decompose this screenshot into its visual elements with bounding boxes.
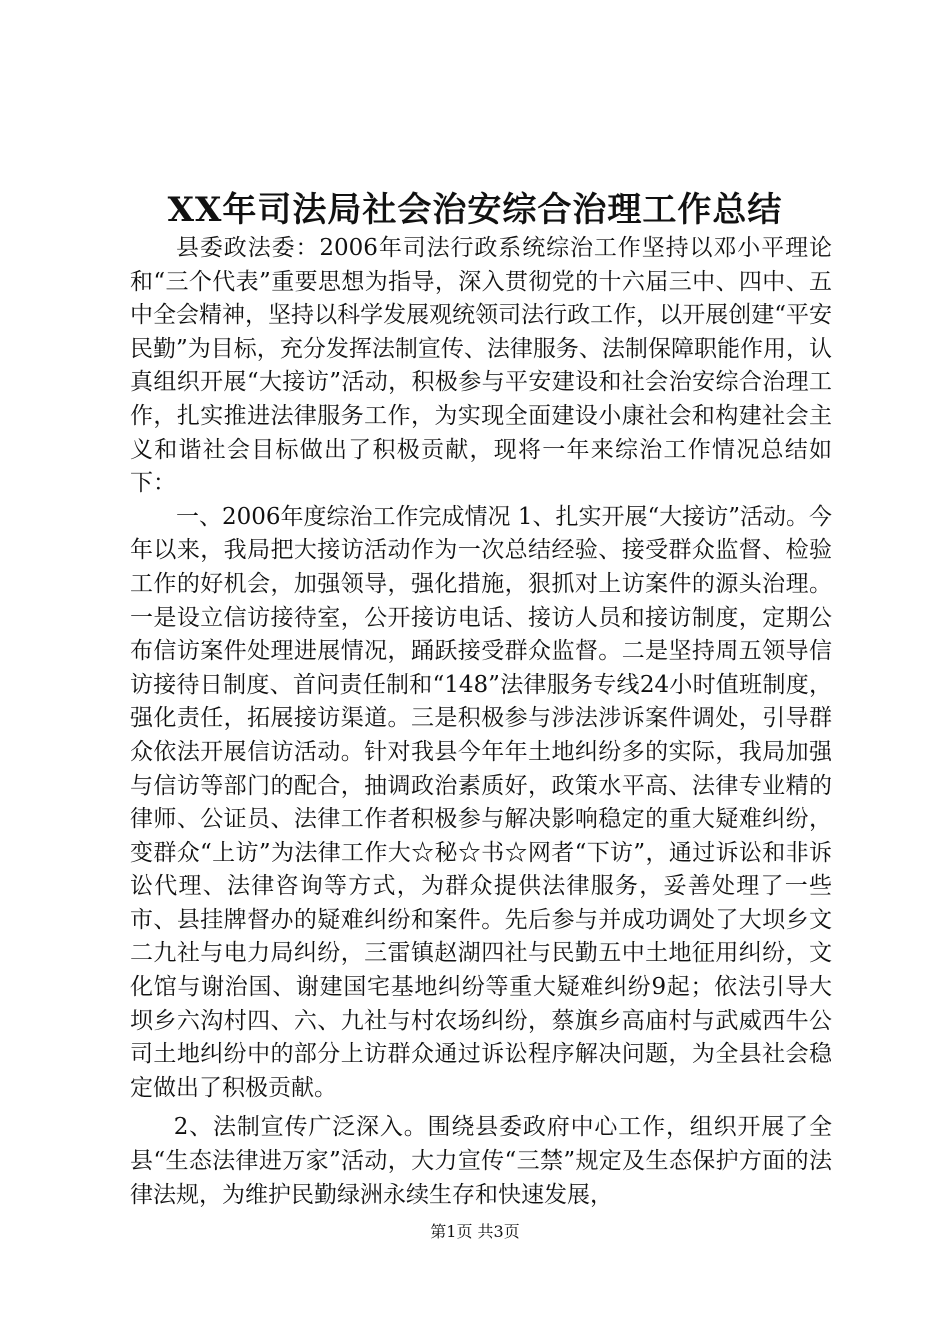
paragraph-legal-publicity: 2、法制宣传广泛深入。围绕县委政府中心工作，组织开展了全县“生态法律进万家”活动，大力宣传“三禁”规定及生态保护方面的法律法规，为维护民勤绿洲永续生存和快速发展， <box>130 1114 832 1208</box>
page-number-footer: 第1页 共3页 <box>430 1222 520 1241</box>
paragraph-intro: 县委政法委：2006年司法行政系统综治工作坚持以邓小平理论和“三个代表”重要思想为指导，深入贯彻党的十六届三中、四中、五中全会精神，坚持以科学发展观统领司法行政工作，以开展创建“平安民勤”为目标，充分发挥法制宣传、法律服务、法制保障职能作用，认真组织开展“大接访”活动，积极参与平安建设和社会治安综合治理工作，扎实推进法律服务工作，为实现全面建设小康社会和构建社会主义和谐社会目标做出了积极贡献，现将一年来综治工作情况总结如下： <box>130 235 832 497</box>
document-body <box>130 232 832 1212</box>
document-title: XX年司法局社会治安综合治理工作总结 <box>167 190 783 230</box>
paragraph-section-one: 一、2006年度综治工作完成情况 1、扎实开展“大接访”活动。今年以来，我局把大接访活动作为一次总结经验、接受群众监督、检验工作的好机会，加强领导，强化措施，狠抓对上访案件的源头治理。一是设立信访接待室，公开接访电话、接访人员和接访制度，定期公布信访案件处理进展情况，踊跃接受群众监督。二是坚持周五领导信访接待日制度、首问责任制和“148”法律服务专线24小时值班制度，强化责任，拓展接访渠道。三是积极参与涉法涉诉案件调处，引导群众依法开展信访活动。针对我县今年年土地纠纷多的实际，我局加强与信访等部门的配合，抽调政治素质好，政策水平高、法律专业精的律师、公证员、法律工作者积极参与解决影响稳定的重大疑难纠纷，变群众“上访”为法律工作大☆秘☆书☆网者“下访”，通过诉讼和非诉讼代理、法律咨询等方式，为群众提供法律服务，妥善处理了一些市、县挂牌督办的疑难纠纷和案件。先后参与并成功调处了大坝乡文二九社与电力局纠纷，三雷镇赵湖四社与民勤五中土地征用纠纷，文化馆与谢治国、谢建国宅基地纠纷等重大疑难纠纷9起；依法引导大坝乡六沟村四、六、九社与村农场纠纷，蔡旗乡高庙村与武威西牛公司土地纠纷中的部分上访群众通过诉讼程序解决问题，为全县社会稳定做出了积极贡献。 <box>130 503 832 1101</box>
